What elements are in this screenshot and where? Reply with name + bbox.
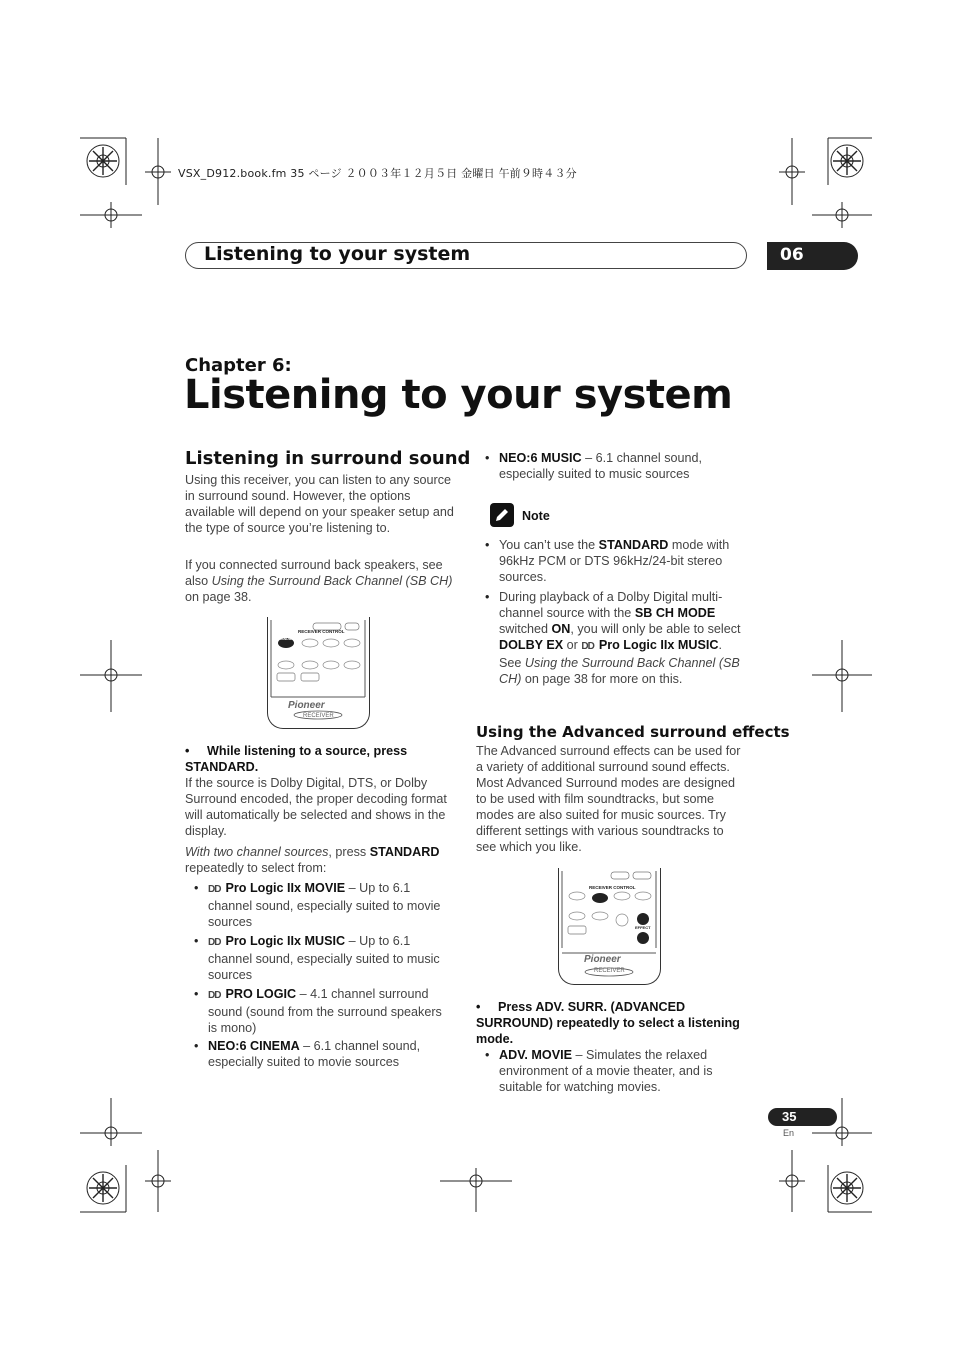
paragraph-intro: Using this receiver, you can listen to any source in surround sound. However, the options available will depend on your speaker setup and the type of source you’re listening to.	[185, 473, 454, 535]
list-item-neo6-cinema: • NEO:6 CINEMA – 6.1 channel sound, especially suited to movie sources	[208, 1038, 454, 1070]
paragraph-sb-ch: If you connected surround back speakers, see also Using the Surround Back Channel (SB CH) on page 38.	[185, 558, 453, 604]
remote-mode-label: RECEIVER	[303, 713, 334, 719]
list-item-pro-logic: • DD PRO LOGIC – 4.1 channel surround sound (sound from the surround speakers is mono)	[208, 986, 454, 1036]
note-item-standard: • You can’t use the STANDARD mode with 96kHz PCM or DTS 96kHz/24-bit stereo sources.	[499, 537, 747, 585]
remote-illustration-adv-surr	[558, 868, 661, 985]
chapter-label: Chapter 6:	[185, 355, 292, 376]
list-item-plIIx-music: • DD Pro Logic IIx MUSIC – Up to 6.1 channel sound, especially suited to music sources	[208, 933, 454, 983]
section-heading-surround: Listening in surround sound	[185, 448, 471, 469]
dolby-logo-icon: DD	[208, 884, 221, 895]
dolby-logo-icon: DD	[208, 990, 221, 1001]
list-item-plIIx-movie: • DD Pro Logic IIx MOVIE – Up to 6.1 channel sound, especially suited to movie sources	[208, 880, 454, 930]
note-item-sb-ch-mode: • During playback of a Dolby Digital multi-channel source with the SB CH MODE switched ON, you will only be able to select DOLBY EX or DD Pro Logic IIx MUSIC. See Using the Surround Back Channel (SB CH) on page 38 for more on this.	[499, 589, 747, 687]
dolby-logo-icon: DD	[208, 937, 221, 948]
paragraph-advanced: The Advanced surround effects can be used for a variety of additional surround sound effects. Most Advanced Surround modes are designed to be used with film soundtracks, but some modes are also suited for music sources. Try different settings with various soundtracks to see which you like.	[476, 744, 741, 854]
page-language: En	[783, 1128, 795, 1138]
paragraph-decoding: If the source is Dolby Digital, DTS, or Dolby Surround encoded, the proper decoding format will automatically be selected and shows in the display.	[185, 776, 447, 838]
list-item-neo6-music: • NEO:6 MUSIC – 6.1 channel sound, especially suited to music sources	[499, 450, 747, 482]
paragraph-two-channel: With two channel sources, press STANDARD repeatedly to select from:	[185, 845, 440, 875]
chapter-number: 06	[780, 245, 804, 265]
list-item-adv-movie: • ADV. MOVIE – Simulates the relaxed environment of a movie theater, and is suitable for watching movies.	[499, 1047, 747, 1095]
page-number-tab	[768, 1108, 837, 1126]
running-header-title: Listening to your system	[204, 243, 471, 265]
chapter-title: Listening to your system	[184, 372, 733, 418]
page-number: 35	[782, 1109, 797, 1124]
remote-section-label: RECEIVER CONTROL	[298, 629, 345, 634]
instruction-standard: • While listening to a source, press STANDARD.	[185, 744, 408, 774]
remote-brand: Pioneer	[584, 954, 621, 965]
note-pencil-icon	[490, 503, 514, 527]
section-heading-advanced: Using the Advanced surround effects	[476, 723, 790, 741]
remote-brand: Pioneer	[288, 700, 325, 711]
instruction-adv-surr: • Press ADV. SURR. (ADVANCED SURROUND) repeatedly to select a listening mode.	[476, 1000, 740, 1046]
note-title: Note	[522, 509, 550, 523]
remote-mode-label: RECEIVER	[594, 968, 625, 974]
print-info-line: VSX_D912.book.fm 35 ページ ２００３年１２月５日 金曜日 午前９時４３分	[178, 167, 577, 180]
remote-illustration-receiver-control	[267, 617, 370, 729]
remote-effect-label: EFFECT	[635, 925, 651, 930]
dolby-logo-icon: DD	[581, 641, 594, 652]
remote-section-label: RECEIVER CONTROL	[589, 885, 636, 890]
remote-standard-label: STANDARD	[277, 637, 297, 641]
